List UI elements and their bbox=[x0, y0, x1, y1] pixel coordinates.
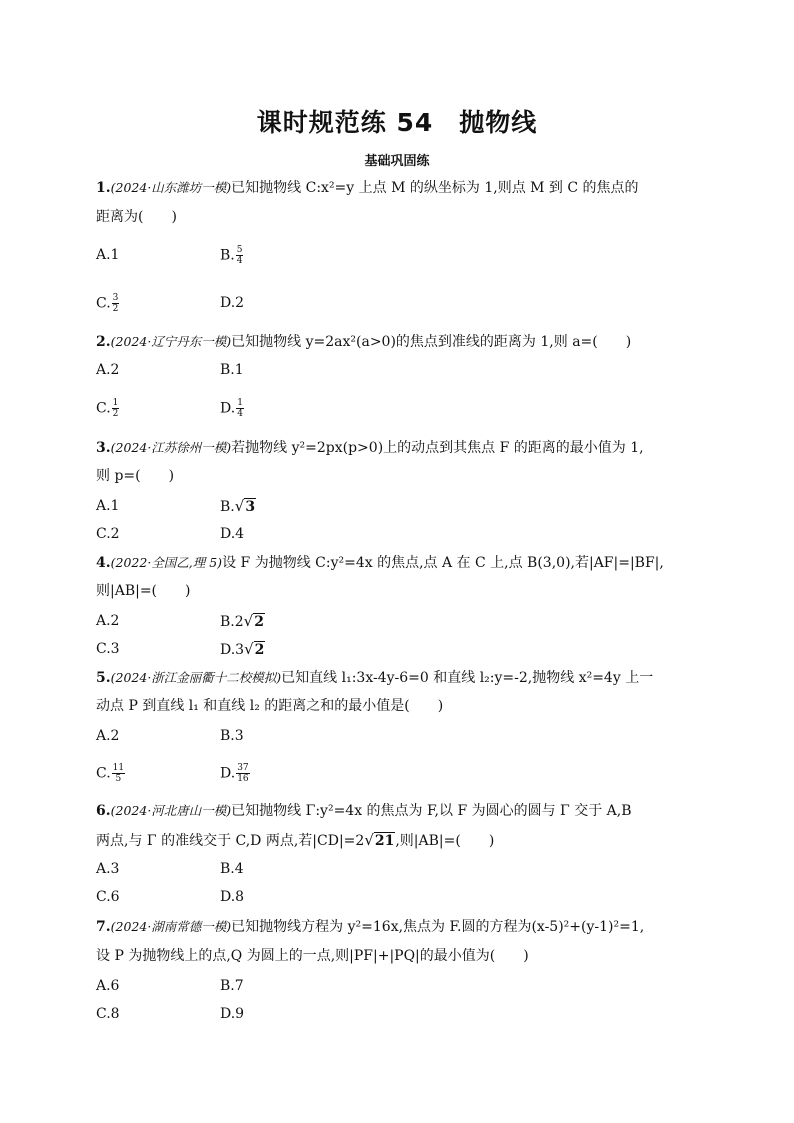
question-4-line-2: 则|AB|=( ) bbox=[96, 583, 191, 599]
question-text: 若抛物线 y²=2px(p>0)上的动点到其焦点 F 的距离的最小值为 1, bbox=[231, 440, 644, 456]
sqrt-expression: √3 bbox=[234, 497, 256, 515]
question-source: (2024·江苏徐州一模) bbox=[110, 440, 232, 455]
question-5-line-1 bbox=[96, 668, 698, 688]
option-d: D. $\frac{1}{4}$ bbox=[220, 398, 243, 419]
sqrt-expression: √21 bbox=[364, 831, 395, 849]
question-number: 2. bbox=[96, 334, 111, 350]
question-4-line-1 bbox=[96, 553, 698, 573]
option-a: A.2 bbox=[96, 613, 120, 629]
question-1-line-2: 距离为( ) bbox=[96, 209, 177, 225]
fraction: $\frac{5}{4}$ bbox=[236, 245, 243, 266]
question-text: 已知抛物线 Γ:y²=4x 的焦点为 F,以 F 为圆心的圆与 Γ 交于 A,B bbox=[231, 803, 632, 819]
section-heading: 基础巩固练 bbox=[364, 154, 430, 169]
option-b: B.√3 bbox=[220, 497, 256, 515]
option-b: B.7 bbox=[220, 978, 244, 994]
option-b: B.4 bbox=[220, 861, 244, 877]
option-b: B.1 bbox=[220, 362, 244, 378]
question-text: 已知抛物线方程为 y²=16x,焦点为 F.圆的方程为(x-5)²+(y-1)²=1, bbox=[231, 919, 645, 935]
option-b: B.2√2 bbox=[220, 612, 264, 630]
question-number: 3. bbox=[96, 440, 111, 456]
question-source: (2024·辽宁丹东一模) bbox=[110, 334, 232, 349]
page-title: 课时规范练 54 抛物线 bbox=[256, 108, 538, 137]
question-3-line-2: 则 p=( ) bbox=[96, 468, 175, 484]
fraction: $\frac{37}{16}$ bbox=[237, 763, 249, 784]
question-number: 1. bbox=[96, 180, 111, 196]
option-a: A.1 bbox=[96, 498, 120, 514]
question-6-line-1 bbox=[96, 801, 698, 821]
question-1-line-1 bbox=[96, 178, 698, 198]
option-c: C.6 bbox=[96, 889, 120, 905]
option-d: D. $\frac{37}{16}$ bbox=[220, 763, 249, 784]
question-text: 已知抛物线 C:x²=y 上点 M 的纵坐标为 1,则点 M 到 C 的焦点的 bbox=[231, 180, 639, 196]
option-c: C.3 bbox=[96, 641, 120, 657]
question-source: (2024·河北唐山一模) bbox=[110, 803, 232, 818]
option-c: C. $\frac{3}{2}$ bbox=[96, 293, 119, 314]
fraction: $\frac{1}{2}$ bbox=[112, 398, 119, 419]
question-number: 6. bbox=[96, 803, 111, 819]
question-number: 5. bbox=[96, 670, 111, 686]
option-a: A.1 bbox=[96, 247, 120, 263]
option-a: A.6 bbox=[96, 978, 120, 994]
question-source: (2022·全国乙,理 5) bbox=[110, 555, 223, 570]
fraction: $\frac{3}{2}$ bbox=[112, 293, 119, 314]
option-d: D.8 bbox=[220, 889, 245, 905]
question-7-line-1 bbox=[96, 917, 698, 937]
question-5-line-2: 动点 P 到直线 l₁ 和直线 l₂ 的距离之和的最小值是( ) bbox=[96, 698, 444, 714]
option-b: B.3 bbox=[220, 728, 244, 744]
option-c: C. $\frac{1}{2}$ bbox=[96, 398, 119, 419]
option-c: C.2 bbox=[96, 526, 120, 542]
fraction: $\frac{11}{5}$ bbox=[112, 763, 125, 784]
option-a: A.2 bbox=[96, 728, 120, 744]
question-number: 7. bbox=[96, 919, 111, 935]
sqrt-expression: √2 bbox=[244, 640, 265, 658]
question-text: 已知抛物线 y=2ax²(a>0)的焦点到准线的距离为 1,则 a=( ) bbox=[231, 334, 632, 350]
question-3-line-1 bbox=[96, 438, 698, 458]
question-6-line-2: 两点,与 Γ 的准线交于 C,D 两点,若|CD|=2√21,则|AB|=( ) bbox=[96, 831, 495, 849]
option-b: B. $\frac{5}{4}$ bbox=[220, 245, 243, 266]
option-d: D.2 bbox=[220, 295, 245, 311]
fraction: $\frac{1}{4}$ bbox=[237, 398, 243, 419]
question-source: (2024·山东潍坊一模) bbox=[110, 180, 232, 195]
option-c: C.8 bbox=[96, 1006, 120, 1022]
option-c: C. $\frac{11}{5}$ bbox=[96, 763, 125, 784]
sqrt-expression: √2 bbox=[243, 612, 264, 630]
question-number: 4. bbox=[96, 555, 111, 571]
question-source: (2024·浙江金丽衢十二校模拟) bbox=[110, 670, 282, 685]
question-source: (2024·湖南常德一模) bbox=[110, 919, 232, 934]
question-7-line-2: 设 P 为抛物线上的点,Q 为圆上的一点,则|PF|+|PQ|的最小值为( ) bbox=[96, 948, 529, 964]
question-text: 设 F 为抛物线 C:y²=4x 的焦点,点 A 在 C 上,点 B(3,0),若|AF|=|BF|, bbox=[222, 555, 664, 571]
question-text: 已知直线 l₁:3x-4y-6=0 和直线 l₂:y=-2,抛物线 x²=4y 上一 bbox=[281, 670, 654, 686]
option-d: D.4 bbox=[220, 526, 245, 542]
option-a: A.3 bbox=[96, 861, 120, 877]
option-d: D.9 bbox=[220, 1006, 245, 1022]
question-2-line-1 bbox=[96, 332, 698, 352]
option-d: D.3√2 bbox=[220, 640, 265, 658]
option-a: A.2 bbox=[96, 362, 120, 378]
